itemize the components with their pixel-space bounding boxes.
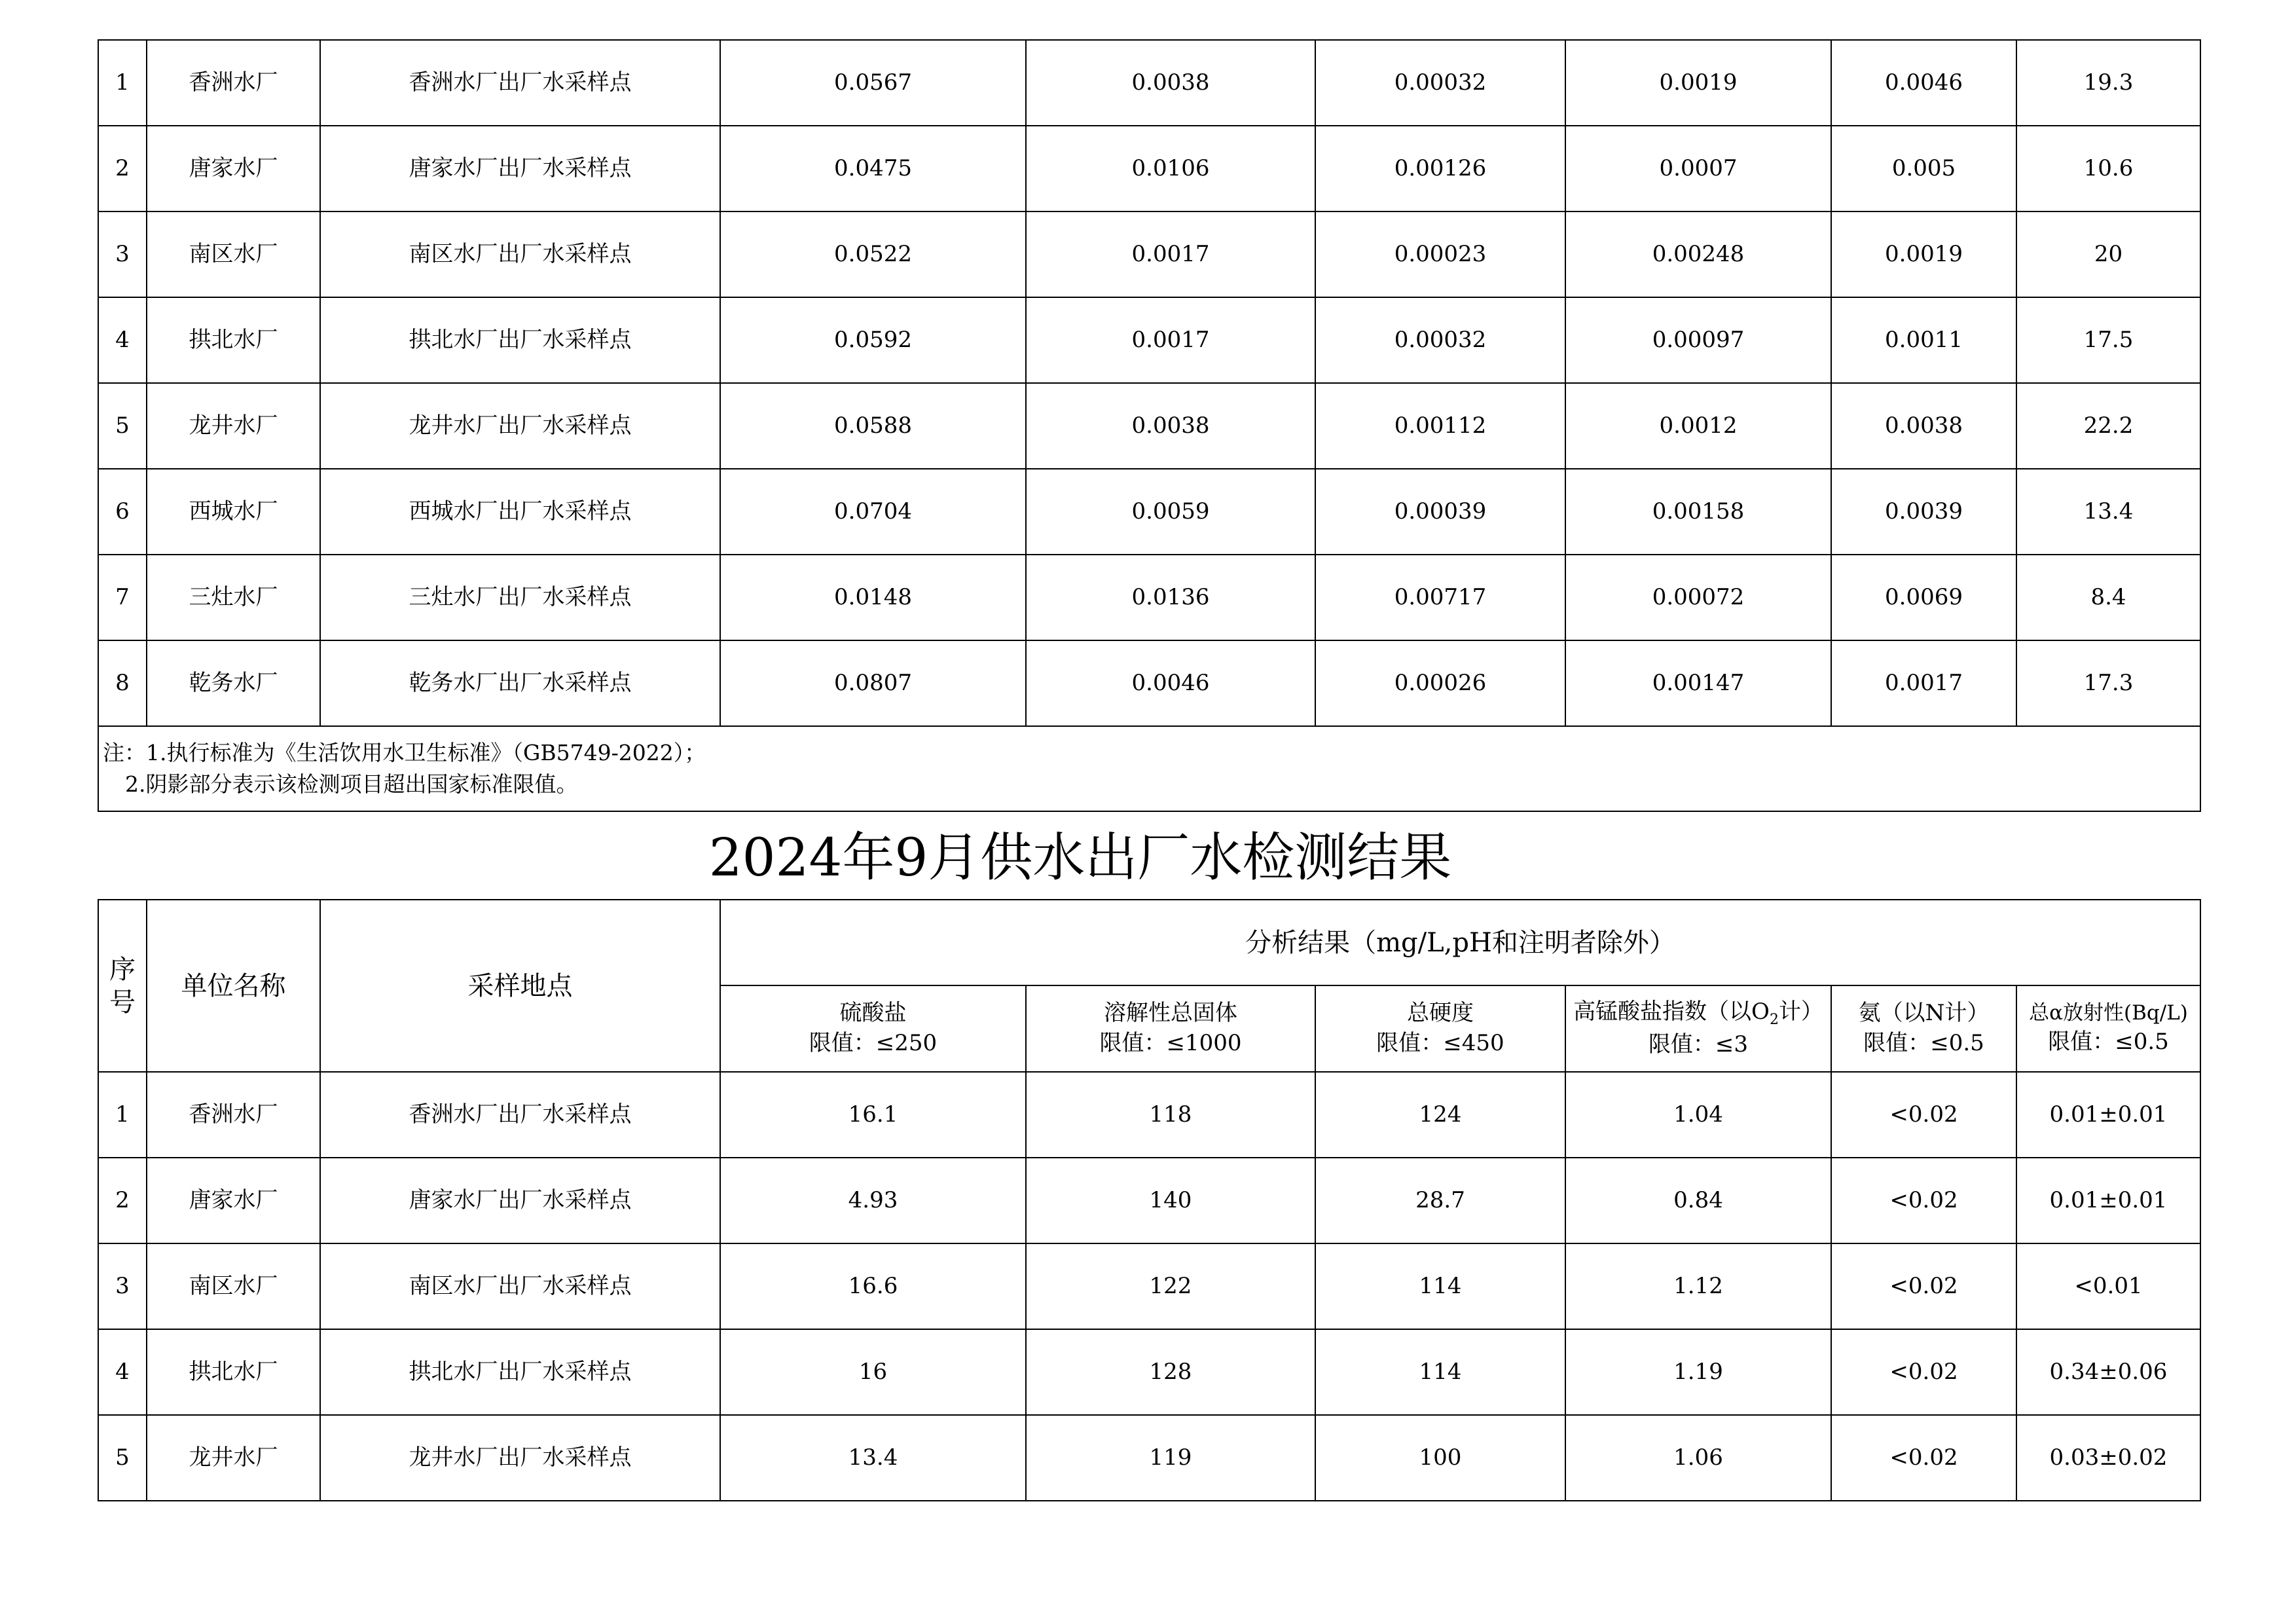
- value-cell: 0.00112: [1315, 383, 1565, 469]
- value-cell: 114: [1315, 1329, 1565, 1415]
- header-unit: 单位名称: [147, 900, 320, 1072]
- note-row: [98, 726, 2200, 811]
- value-cell: 122: [1026, 1243, 1315, 1329]
- value-cell: 1.06: [1565, 1415, 1831, 1501]
- value-cell: 0.0807: [720, 640, 1026, 726]
- value-cell: 0.00026: [1315, 640, 1565, 726]
- table-row: [98, 1329, 2200, 1415]
- value-cell: 13.4: [720, 1415, 1026, 1501]
- site-cell: 龙井水厂出厂水采样点: [320, 383, 720, 469]
- table-row: [98, 1072, 2200, 1158]
- site-cell: 香洲水厂出厂水采样点: [320, 40, 720, 126]
- seq-cell: 3: [98, 211, 147, 297]
- value-cell: 0.0059: [1026, 469, 1315, 555]
- seq-cell: 2: [98, 126, 147, 211]
- value-cell: 0.0588: [720, 383, 1026, 469]
- value-cell: 16.6: [720, 1243, 1026, 1329]
- header-analysis-group: 分析结果（mg/L,pH和注明者除外）: [720, 900, 2200, 985]
- value-cell: 17.3: [2016, 640, 2200, 726]
- unit-cell: 龙井水厂: [147, 383, 320, 469]
- header-permanganate-name-post: 计）: [1778, 999, 1823, 1025]
- value-cell: 16: [720, 1329, 1026, 1415]
- header-ammonia: [1831, 985, 2016, 1072]
- seq-cell: 4: [98, 1329, 147, 1415]
- value-cell: <0.02: [1831, 1072, 2016, 1158]
- header-seq: [98, 900, 147, 1072]
- unit-cell: 南区水厂: [147, 1243, 320, 1329]
- value-cell: 0.0038: [1026, 40, 1315, 126]
- value-cell: <0.02: [1831, 1329, 2016, 1415]
- unit-cell: 香洲水厂: [147, 40, 320, 126]
- table-row: [98, 1415, 2200, 1501]
- value-cell: 16.1: [720, 1072, 1026, 1158]
- value-cell: 17.5: [2016, 297, 2200, 383]
- site-cell: 唐家水厂出厂水采样点: [320, 1158, 720, 1243]
- header-ammonia-name: 氨（以N计）: [1858, 1000, 1990, 1027]
- unit-cell: 乾务水厂: [147, 640, 320, 726]
- table-row: [98, 1243, 2200, 1329]
- unit-cell: 西城水厂: [147, 469, 320, 555]
- header-row-1: [98, 900, 2200, 985]
- header-hardness-limit: 限值：≤450: [1376, 1030, 1504, 1056]
- value-cell: 0.0592: [720, 297, 1026, 383]
- value-cell: 0.0017: [1026, 211, 1315, 297]
- header-tds-limit: 限值：≤1000: [1099, 1030, 1242, 1056]
- bottom-table-body: [98, 1072, 2200, 1501]
- table-row: [98, 126, 2200, 211]
- site-cell: 南区水厂出厂水采样点: [320, 1243, 720, 1329]
- value-cell: 0.00158: [1565, 469, 1831, 555]
- value-cell: 118: [1026, 1072, 1315, 1158]
- note-line-1: 注：1.执行标准为《生活饮用水卫生标准》（GB5749-2022）；: [103, 740, 706, 766]
- header-alpha: [2016, 985, 2200, 1072]
- top-table-body: [98, 40, 2200, 811]
- header-hardness-name: 总硬度: [1407, 1000, 1474, 1027]
- value-cell: 10.6: [2016, 126, 2200, 211]
- value-cell: 0.00717: [1315, 555, 1565, 640]
- site-cell: 三灶水厂出厂水采样点: [320, 555, 720, 640]
- seq-cell: 6: [98, 469, 147, 555]
- value-cell: 128: [1026, 1329, 1315, 1415]
- value-cell: 0.0106: [1026, 126, 1315, 211]
- table-row: [98, 40, 2200, 126]
- header-tds: [1026, 985, 1315, 1072]
- seq-cell: 1: [98, 1072, 147, 1158]
- value-cell: 0.00023: [1315, 211, 1565, 297]
- header-site: 采样地点: [320, 900, 720, 1072]
- site-cell: 南区水厂出厂水采样点: [320, 211, 720, 297]
- header-permanganate-limit: 限值：≤3: [1648, 1031, 1749, 1057]
- unit-cell: 三灶水厂: [147, 555, 320, 640]
- site-cell: 唐家水厂出厂水采样点: [320, 126, 720, 211]
- site-cell: 西城水厂出厂水采样点: [320, 469, 720, 555]
- seq-cell: 8: [98, 640, 147, 726]
- value-cell: 0.0522: [720, 211, 1026, 297]
- table-row: [98, 555, 2200, 640]
- value-cell: 8.4: [2016, 555, 2200, 640]
- value-cell: 0.00097: [1565, 297, 1831, 383]
- header-sulfate: [720, 985, 1026, 1072]
- value-cell: <0.01: [2016, 1243, 2200, 1329]
- value-cell: 1.19: [1565, 1329, 1831, 1415]
- value-cell: 0.0012: [1565, 383, 1831, 469]
- header-seq-text: 序号: [109, 954, 136, 1018]
- table-row: [98, 383, 2200, 469]
- top-results-table: [98, 39, 2201, 812]
- seq-cell: 1: [98, 40, 147, 126]
- bottom-results-table: [98, 899, 2201, 1501]
- site-cell: 拱北水厂出厂水采样点: [320, 1329, 720, 1415]
- value-cell: 4.93: [720, 1158, 1026, 1243]
- table-row: [98, 297, 2200, 383]
- value-cell: 13.4: [2016, 469, 2200, 555]
- site-cell: 乾务水厂出厂水采样点: [320, 640, 720, 726]
- unit-cell: 唐家水厂: [147, 1158, 320, 1243]
- value-cell: 0.00126: [1315, 126, 1565, 211]
- value-cell: 1.12: [1565, 1243, 1831, 1329]
- header-alpha-name: 总α放射性(Bq/L): [2029, 1001, 2188, 1025]
- value-cell: 22.2: [2016, 383, 2200, 469]
- value-cell: 0.00072: [1565, 555, 1831, 640]
- value-cell: 0.0136: [1026, 555, 1315, 640]
- value-cell: 0.0017: [1026, 297, 1315, 383]
- seq-cell: 7: [98, 555, 147, 640]
- header-permanganate-name: [1566, 997, 1831, 1029]
- table-row: [98, 469, 2200, 555]
- value-cell: 0.0019: [1831, 211, 2016, 297]
- value-cell: 0.0046: [1831, 40, 2016, 126]
- value-cell: 124: [1315, 1072, 1565, 1158]
- header-ammonia-limit: 限值：≤0.5: [1863, 1030, 1984, 1056]
- seq-cell: 3: [98, 1243, 147, 1329]
- header-alpha-limit: 限值：≤0.5: [2048, 1028, 2169, 1055]
- value-cell: <0.02: [1831, 1243, 2016, 1329]
- value-cell: 0.0069: [1831, 555, 2016, 640]
- value-cell: 0.00039: [1315, 469, 1565, 555]
- section-title: 2024年9月供水出厂水检测结果: [708, 827, 1452, 888]
- value-cell: 0.0019: [1565, 40, 1831, 126]
- header-sulfate-limit: 限值：≤250: [809, 1030, 938, 1056]
- unit-cell: 唐家水厂: [147, 126, 320, 211]
- value-cell: 19.3: [2016, 40, 2200, 126]
- value-cell: 28.7: [1315, 1158, 1565, 1243]
- header-permanganate-name-pre: 高锰酸盐指数（以O: [1573, 999, 1770, 1025]
- value-cell: <0.02: [1831, 1158, 2016, 1243]
- value-cell: 0.0475: [720, 126, 1026, 211]
- value-cell: 0.0017: [1831, 640, 2016, 726]
- table-row: [98, 1158, 2200, 1243]
- value-cell: 0.00248: [1565, 211, 1831, 297]
- header-hardness: [1315, 985, 1565, 1072]
- value-cell: 0.34±0.06: [2016, 1329, 2200, 1415]
- value-cell: <0.02: [1831, 1415, 2016, 1501]
- value-cell: 100: [1315, 1415, 1565, 1501]
- value-cell: 0.0704: [720, 469, 1026, 555]
- seq-cell: 5: [98, 383, 147, 469]
- header-sulfate-name: 硫酸盐: [839, 1000, 907, 1027]
- value-cell: 140: [1026, 1158, 1315, 1243]
- seq-cell: 2: [98, 1158, 147, 1243]
- table-row: [98, 211, 2200, 297]
- value-cell: 0.0038: [1831, 383, 2016, 469]
- value-cell: 0.0567: [720, 40, 1026, 126]
- value-cell: 0.0039: [1831, 469, 2016, 555]
- table-row: [98, 640, 2200, 726]
- unit-cell: 拱北水厂: [147, 297, 320, 383]
- header-permanganate: [1565, 985, 1831, 1072]
- value-cell: 0.0148: [720, 555, 1026, 640]
- value-cell: 0.00147: [1565, 640, 1831, 726]
- value-cell: 0.0038: [1026, 383, 1315, 469]
- seq-cell: 4: [98, 297, 147, 383]
- unit-cell: 龙井水厂: [147, 1415, 320, 1501]
- value-cell: 0.0007: [1565, 126, 1831, 211]
- value-cell: 114: [1315, 1243, 1565, 1329]
- value-cell: 0.01±0.01: [2016, 1072, 2200, 1158]
- site-cell: 拱北水厂出厂水采样点: [320, 297, 720, 383]
- header-tds-name: 溶解性总固体: [1104, 1000, 1237, 1027]
- value-cell: 0.01±0.01: [2016, 1158, 2200, 1243]
- unit-cell: 南区水厂: [147, 211, 320, 297]
- unit-cell: 香洲水厂: [147, 1072, 320, 1158]
- value-cell: 0.00032: [1315, 40, 1565, 126]
- value-cell: 1.04: [1565, 1072, 1831, 1158]
- site-cell: 香洲水厂出厂水采样点: [320, 1072, 720, 1158]
- value-cell: 0.005: [1831, 126, 2016, 211]
- value-cell: 0.0046: [1026, 640, 1315, 726]
- value-cell: 0.03±0.02: [2016, 1415, 2200, 1501]
- table-header: [98, 900, 2200, 1072]
- value-cell: 0.00032: [1315, 297, 1565, 383]
- value-cell: 119: [1026, 1415, 1315, 1501]
- unit-cell: 拱北水厂: [147, 1329, 320, 1415]
- site-cell: 龙井水厂出厂水采样点: [320, 1415, 720, 1501]
- seq-cell: 5: [98, 1415, 147, 1501]
- header-permanganate-sub: 2: [1769, 1012, 1779, 1029]
- note-cell: [98, 726, 2200, 811]
- value-cell: 20: [2016, 211, 2200, 297]
- value-cell: 0.0011: [1831, 297, 2016, 383]
- value-cell: 0.84: [1565, 1158, 1831, 1243]
- note-line-2: 2.阴影部分表示该检测项目超出国家标准限值。: [125, 771, 578, 797]
